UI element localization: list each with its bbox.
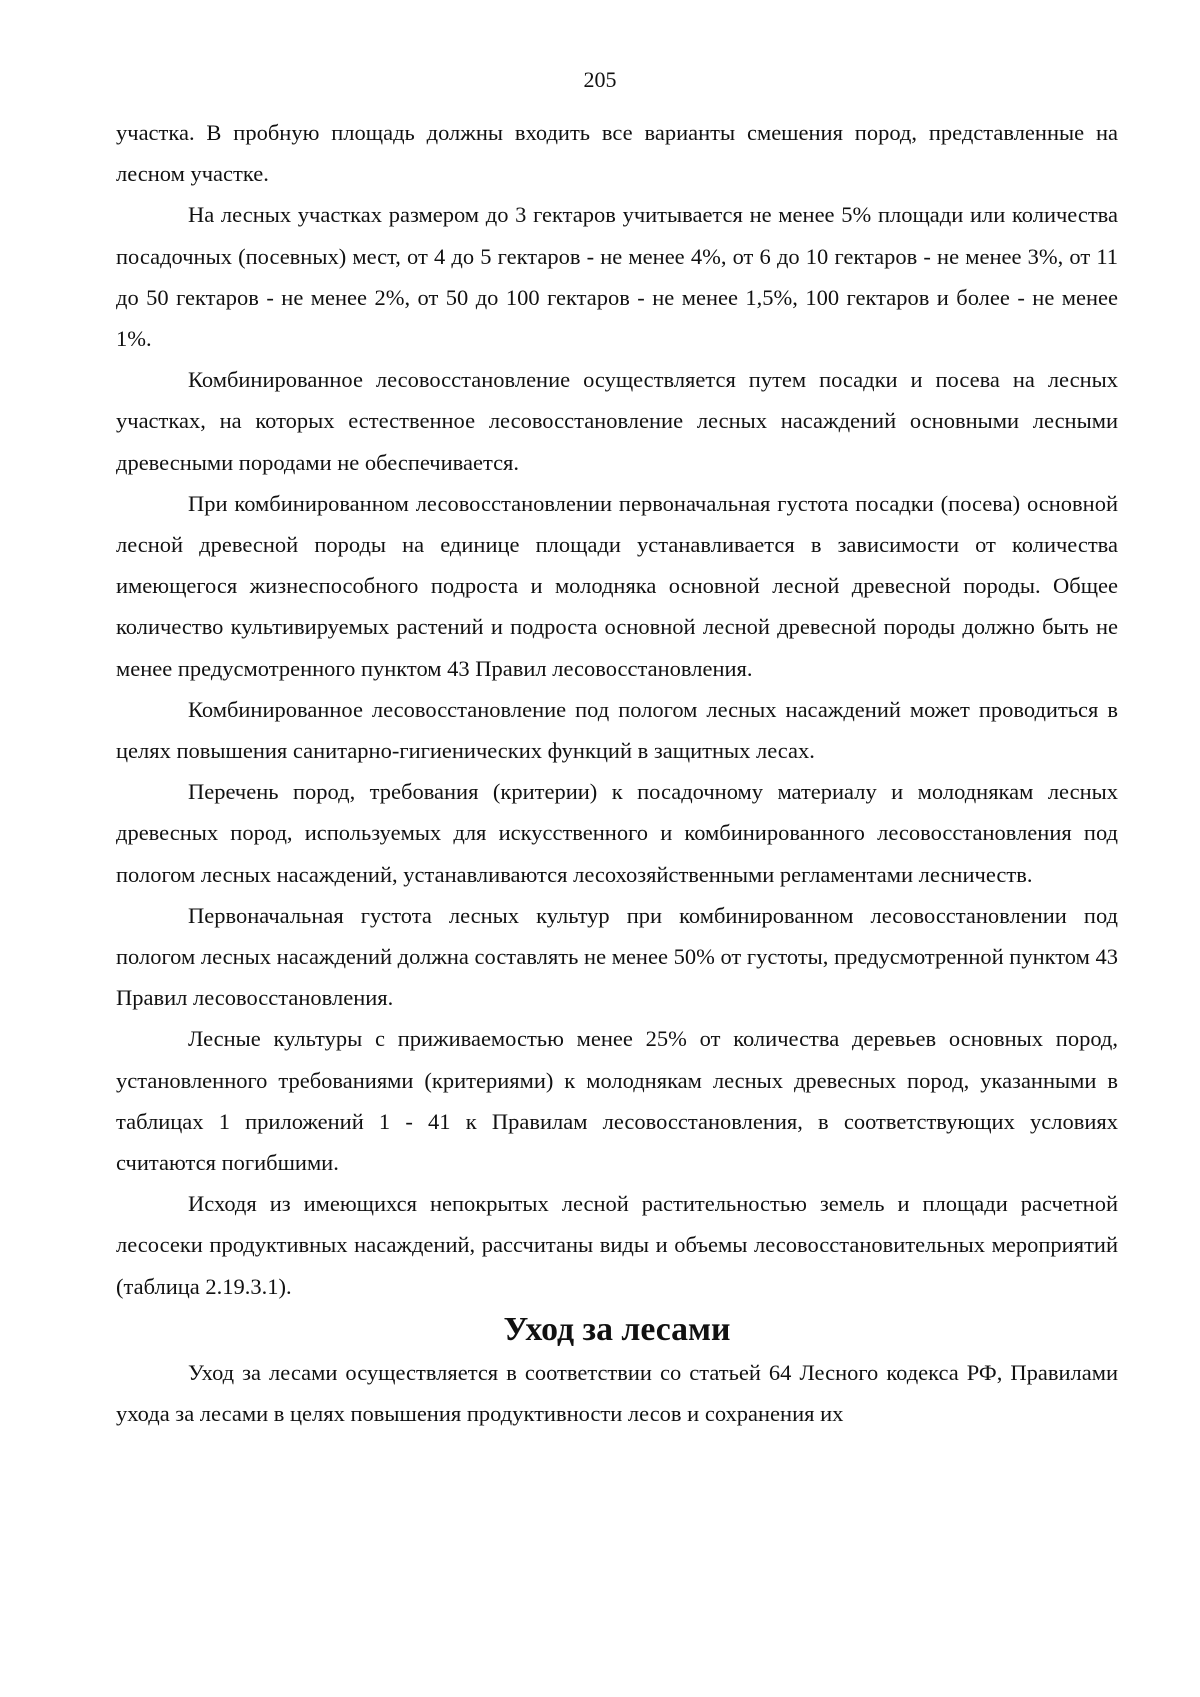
paragraph-under-canopy-density: Первоначальная густота лесных культур при комбинированном лесовосстановлении под пологом лесных насаждений должна составлять не менее 50% от густоты, предусмотренной пунктом 43 Правил лесовосстановления. [116,902,1118,1011]
paragraph-under-canopy-reforestation: Комбинированное лесовосстановление под пологом лесных насаждений может проводиться в целях повышения санитарно-гигиенических функций в защитных лесах. [116,696,1118,764]
paragraph-failed-plantations: Лесные культуры с приживаемостью менее 25% от количества деревьев основных пород, установленного требованиями (критериями) к молоднякам лесных древесных пород, указанными в таблицах 1 приложений 1 - 41 к Правилам лесовосстановления, в соответствующих условиях считаются погибшими. [116,1026,1118,1176]
paragraph-reforestation-volumes: Исходя из имеющихся непокрытых лесной растительностью земель и площади расчетной лесосеки продуктивных насаждений, рассчитаны виды и объемы лесовосстановительных мероприятий (таблица 2.19.3.1). [116,1191,1118,1299]
paragraph-combined-reforestation-definition: Комбинированное лесовосстановление осуществляется путем посадки и посева на лесных участках, на которых естественное лесовосстановление лесных насаждений основными лесными древесными породами не обеспечивается. [116,367,1118,475]
page-number: 205 [583,67,617,92]
paragraph-species-list-requirements: Перечень пород, требования (критерии) к посадочному материалу и молоднякам лесных древесных пород, используемых для искусственного и комбинированного лесовосстановления под пологом лесных насаждений, устанавливаются лесохозяйственными регламентами лесничеств. [116,779,1118,887]
paragraph-continuation: участка. В пробную площадь должны входить все варианты смешения пород, представленные на лесном участке. [116,120,1118,187]
section-heading-forest-care: Уход за лесами [503,1310,731,1348]
paragraph-forest-care-intro: Уход за лесами осуществляется в соответствии со статьей 64 Лесного кодекса РФ, Правилами ухода за лесами в целях повышения продуктивности лесов и сохранения их [116,1360,1118,1427]
paragraph-sample-area-percentages: На лесных участках размером до 3 гектаров учитывается не менее 5% площади или количества посадочных (посевных) мест, от 4 до 5 гектаров - не менее 4%, от 6 до 10 гектаров - не менее 3%, от 11 до 50 гектаров - не менее 2%, от 50 до 100 гектаров - не менее 1,5%, 100 гектаров и более - не менее 1%. [116,202,1118,352]
paragraph-initial-planting-density: При комбинированном лесовосстановлении первоначальная густота посадки (посева) основной лесной древесной породы на единице площади устанавливается в зависимости от количества имеющегося жизнеспособного подроста и молодняка основной лесной древесной породы. Общее количество культивируемых растений и подроста основной лесной древесной породы должно быть не менее предусмотренного пунктом 43 Правил лесовосстановления. [116,490,1118,681]
page-body [116,112,1118,1435]
